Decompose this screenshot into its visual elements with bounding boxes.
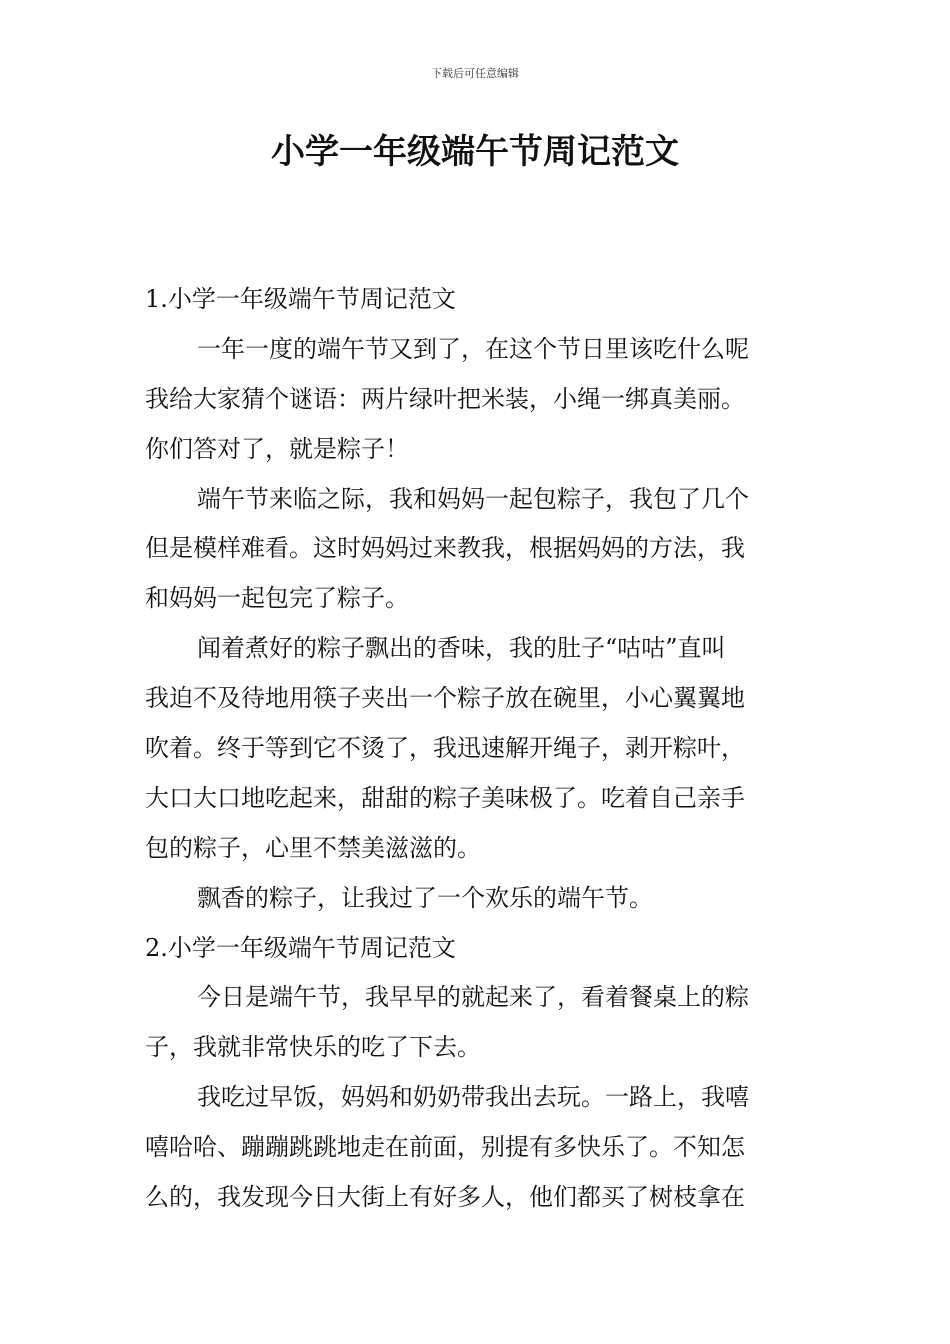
body-line: 一年一度的端午节又到了，在这个节日里该吃什么呢 xyxy=(197,334,749,363)
body-line: 大口大口地吃起来，甜甜的粽子美味极了。吃着自己亲手 xyxy=(145,783,745,812)
body-line: 飘香的粽子，让我过了一个欢乐的端午节。 xyxy=(197,883,653,912)
body-line: 么的，我发现今日大街上有好多人，他们都买了树枝拿在 xyxy=(145,1183,745,1212)
body-line: 我迫不及待地用筷子夹出一个粽子放在碗里，小心翼翼地 xyxy=(145,684,745,713)
body-line: 但是模样难看。这时妈妈过来教我，根据妈妈的方法，我 xyxy=(145,534,745,563)
body-line: 闻着煮好的粽子飘出的香味，我的肚子“咕咕”直叫 xyxy=(197,634,726,663)
header-note: 下载后可任意编辑 xyxy=(431,67,519,80)
body-line: 吹着。终于等到它不烫了，我迅速解开绳子，剥开粽叶， xyxy=(145,734,745,763)
body-line: 我给大家猜个谜语：两片绿叶把米装，小绳一绑真美丽。 xyxy=(145,384,745,413)
document-title: 小学一年级端午节周记范文 xyxy=(271,132,679,172)
body-line: 1.小学一年级端午节周记范文 xyxy=(145,285,456,313)
body-line: 我吃过早饭，妈妈和奶奶带我出去玩。一路上，我嘻 xyxy=(197,1083,749,1112)
body-line: 嘻哈哈、蹦蹦跳跳地走在前面，别提有多快乐了。不知怎 xyxy=(145,1133,745,1162)
body-line: 子，我就非常快乐的吃了下去。 xyxy=(145,1033,481,1062)
body-line: 你们答对了，就是粽子！ xyxy=(145,434,409,463)
body-line: 包的粽子，心里不禁美滋滋的。 xyxy=(145,833,481,862)
body-line: 端午节来临之际，我和妈妈一起包粽子，我包了几个 xyxy=(197,484,749,513)
body-line: 2.小学一年级端午节周记范文 xyxy=(145,933,456,962)
document-body xyxy=(145,275,810,1223)
body-line: 和妈妈一起包完了粽子。 xyxy=(145,584,409,613)
body-line: 今日是端午节，我早早的就起来了，看着餐桌上的粽 xyxy=(197,983,749,1012)
